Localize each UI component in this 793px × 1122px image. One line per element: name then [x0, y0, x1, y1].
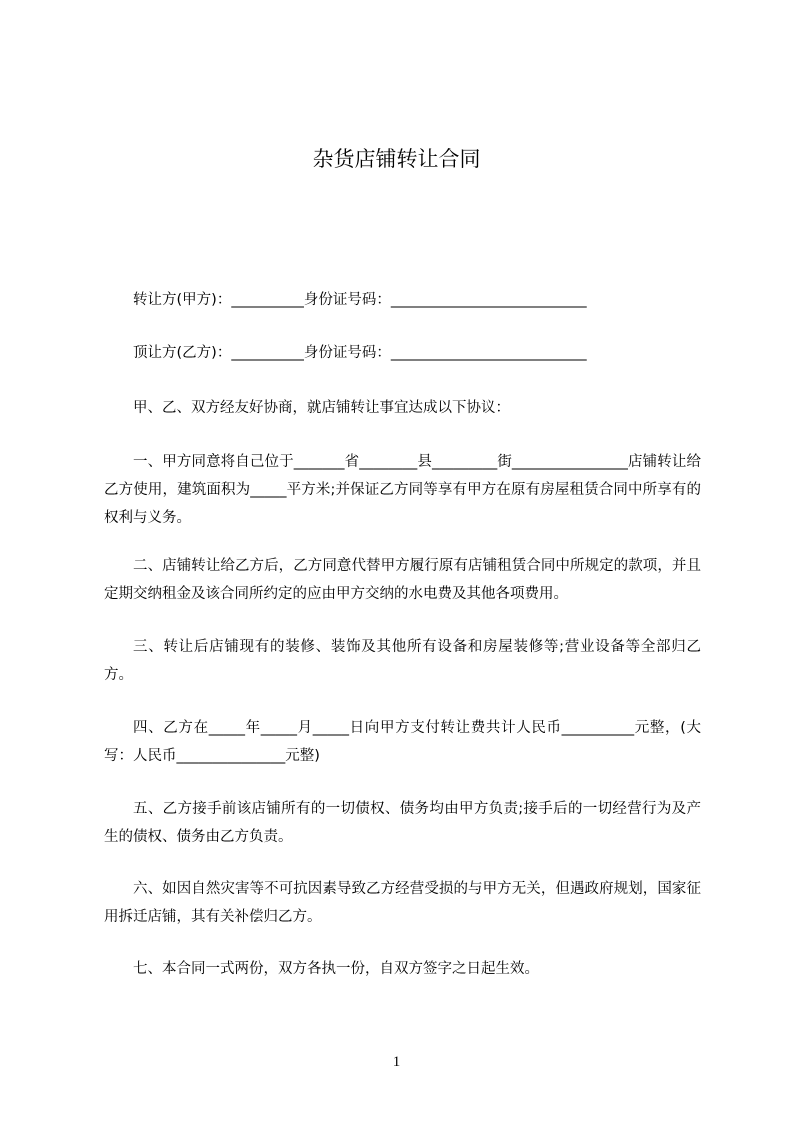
- clause-1: 一、甲方同意将自己位于_______省________县_________街________________店铺转让给乙方使用，建筑面积为_____平方米;并保证乙方同等享有甲方在原有房屋租赁合同中所享有的权利与义务。: [104, 454, 701, 526]
- clause-5: 五、乙方接手前该店铺所有的一切债权、债务均由甲方负责;接手后的一切经营行为及产生的债权、债务由乙方负责。: [104, 801, 701, 845]
- clause-6: 六、如因自然灾害等不可抗因素导致乙方经营受损的与甲方无关，但遇政府规划，国家征用拆迁店铺，其有关补偿归乙方。: [104, 881, 701, 925]
- clause-4: 四、乙方在_____年_____月_____日向甲方支付转让费共计人民币__________元整，(大写：人民币_______________元整): [104, 720, 701, 764]
- intro-paragraph: 甲、乙、双方经友好协商，就店铺转让事宜达成以下协议：: [133, 400, 510, 416]
- document-title: 杂货店铺转让合同: [312, 147, 481, 171]
- transferee-line: 顶让方(乙方)：__________身份证号码：___________________________: [133, 345, 587, 361]
- clause-2: 二、店铺转让给乙方后，乙方同意代替甲方履行原有店铺租赁合同中所规定的款项，并且定期交纳租金及该合同所约定的应由甲方交纳的水电费及其他各项费用。: [104, 558, 701, 602]
- clause-7: 七、本合同一式两份，双方各执一份，自双方签字之日起生效。: [133, 961, 539, 977]
- clause-3: 三、转让后店铺现有的装修、装饰及其他所有设备和房屋装修等;营业设备等全部归乙方。: [104, 639, 701, 683]
- page-number: 1: [392, 1054, 401, 1070]
- transferor-line: 转让方(甲方)：__________身份证号码：___________________________: [133, 292, 587, 308]
